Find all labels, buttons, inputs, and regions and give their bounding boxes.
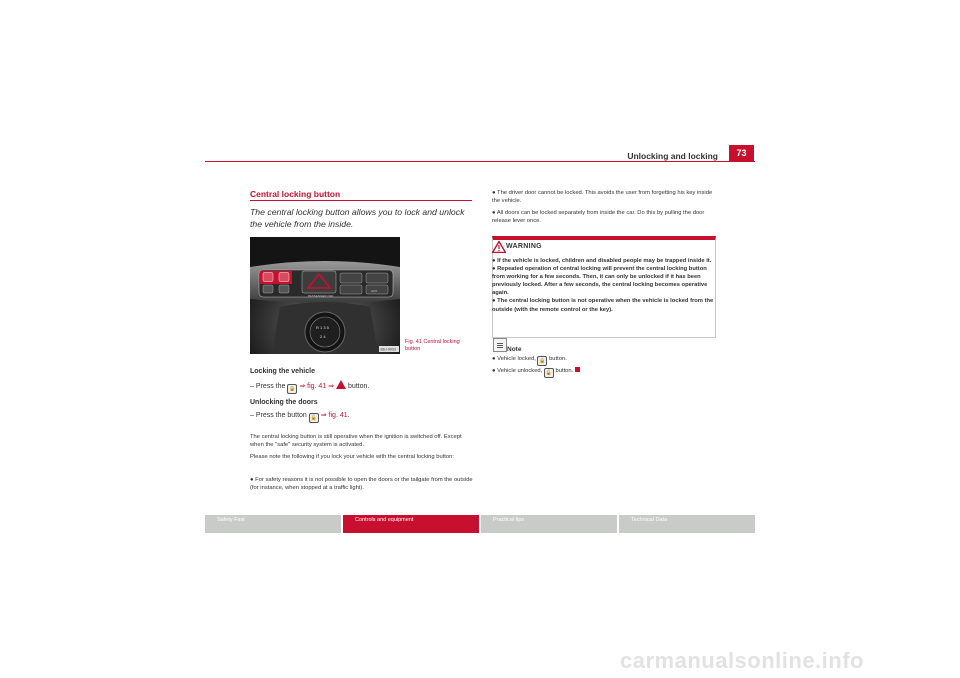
bullet-2 xyxy=(492,190,714,205)
svg-text:2 4: 2 4 xyxy=(320,334,326,339)
warning-title: WARNING xyxy=(506,243,542,250)
figure-41-photo xyxy=(250,237,400,354)
warning-item: ● If the vehicle is locked, children and disabled people may be trapped inside it. xyxy=(492,258,712,264)
figure-caption: Fig. 41 Central locking button xyxy=(405,339,460,352)
section-intro: The central locking button allows you to lock and unlock the vehicle from the inside. xyxy=(250,207,465,229)
console-illustration xyxy=(250,237,400,354)
footer-tab-technical-data[interactable]: Technical Data xyxy=(619,515,755,533)
note-icon xyxy=(493,338,507,352)
warning-icon xyxy=(492,240,506,258)
bullet-dot: ● xyxy=(492,356,496,362)
running-header-title: Unlocking and locking xyxy=(627,151,718,161)
locking-heading: Locking the vehicle xyxy=(250,368,315,375)
body-paragraph-1: The central locking button is still operative when the ignition is switched off. Except when the "safe" security system is activated. xyxy=(250,434,462,448)
warning-ref-arrow[interactable]: ⇒ xyxy=(328,383,335,390)
bullet-dot: ● xyxy=(250,477,254,483)
end-mark xyxy=(575,367,580,372)
watermark: carmanualsonline.info xyxy=(620,648,864,673)
unlocking-step-text: – Press the button xyxy=(250,412,307,419)
unlocking-step-suffix: . xyxy=(347,412,350,419)
footer-tab-controls-equipment[interactable]: Controls and equipment xyxy=(343,515,479,533)
bullet-2-text: The driver door cannot be locked. This avoids the user from forgetting his key inside the vehicle. xyxy=(492,190,713,204)
fig-ref-link-2[interactable]: ⇒ fig. 41 xyxy=(320,412,348,419)
note-title: Note xyxy=(507,346,522,353)
unlocking-step xyxy=(250,411,350,423)
fig-ref-link[interactable]: ⇒ fig. 41 xyxy=(299,383,327,390)
page-number: 73 xyxy=(729,145,754,162)
locking-step-suffix: button. xyxy=(347,383,370,390)
unlocking-heading: Unlocking the doors xyxy=(250,399,318,406)
unlock-key-icon: 🔓 xyxy=(545,370,552,376)
image-code: B6J-0033 xyxy=(380,347,396,352)
locking-step-text: – Press the xyxy=(250,383,286,390)
bullet-dot: ● xyxy=(492,190,496,196)
locking-step xyxy=(250,380,369,394)
section-rule xyxy=(250,200,472,201)
section-title: Central locking button xyxy=(250,189,341,199)
bullet-dot: ● xyxy=(492,210,496,216)
bullet-3 xyxy=(492,210,714,225)
note-item-2: ● Vehicle unlocked, 🔓 button. xyxy=(492,367,714,378)
warning-triangle-icon xyxy=(336,380,346,389)
lock-key-icon: 🔒 xyxy=(539,358,546,364)
note-item-1: ● Vehicle locked, 🔒 button. xyxy=(492,356,567,364)
bullet-dot: ● xyxy=(492,368,496,374)
bullet-1-text: For safety reasons it is not possible to open the doors or the tailgate from the outside (for instance, when stopped at a traffic light). xyxy=(250,477,473,491)
header-rule xyxy=(205,161,755,162)
warning-list xyxy=(492,257,714,314)
unlock-key-icon: 🔓 xyxy=(310,415,317,421)
panel-label-passenger: PASSENGER OFF xyxy=(308,294,334,298)
panel-label-aux: AUX xyxy=(371,289,378,293)
warning-item: ● The central locking button is not operative when the vehicle is locked from the outside (with the remote control or the key). xyxy=(492,298,714,313)
lock-key-icon: 🔒 xyxy=(289,386,296,392)
bullet-3-text: All doors can be locked separately from inside the car. Do this by pulling the door release lever once. xyxy=(492,210,705,224)
warning-item: ● Repeated operation of central locking will prevent the central locking button from working for a few seconds. Then, it can only be unlocked if it has been previously locked. After a few seconds, the central locking becomes operative again. xyxy=(492,266,708,297)
svg-text:R 1 3 5: R 1 3 5 xyxy=(316,325,329,330)
footer-tab-safety-first[interactable]: Safety First xyxy=(205,515,341,533)
body-paragraph-2: Please note the following if you lock your vehicle with the central locking button: xyxy=(250,454,454,460)
bullet-1 xyxy=(250,477,476,492)
footer-tab-practical-tips[interactable]: Practical tips xyxy=(481,515,617,533)
